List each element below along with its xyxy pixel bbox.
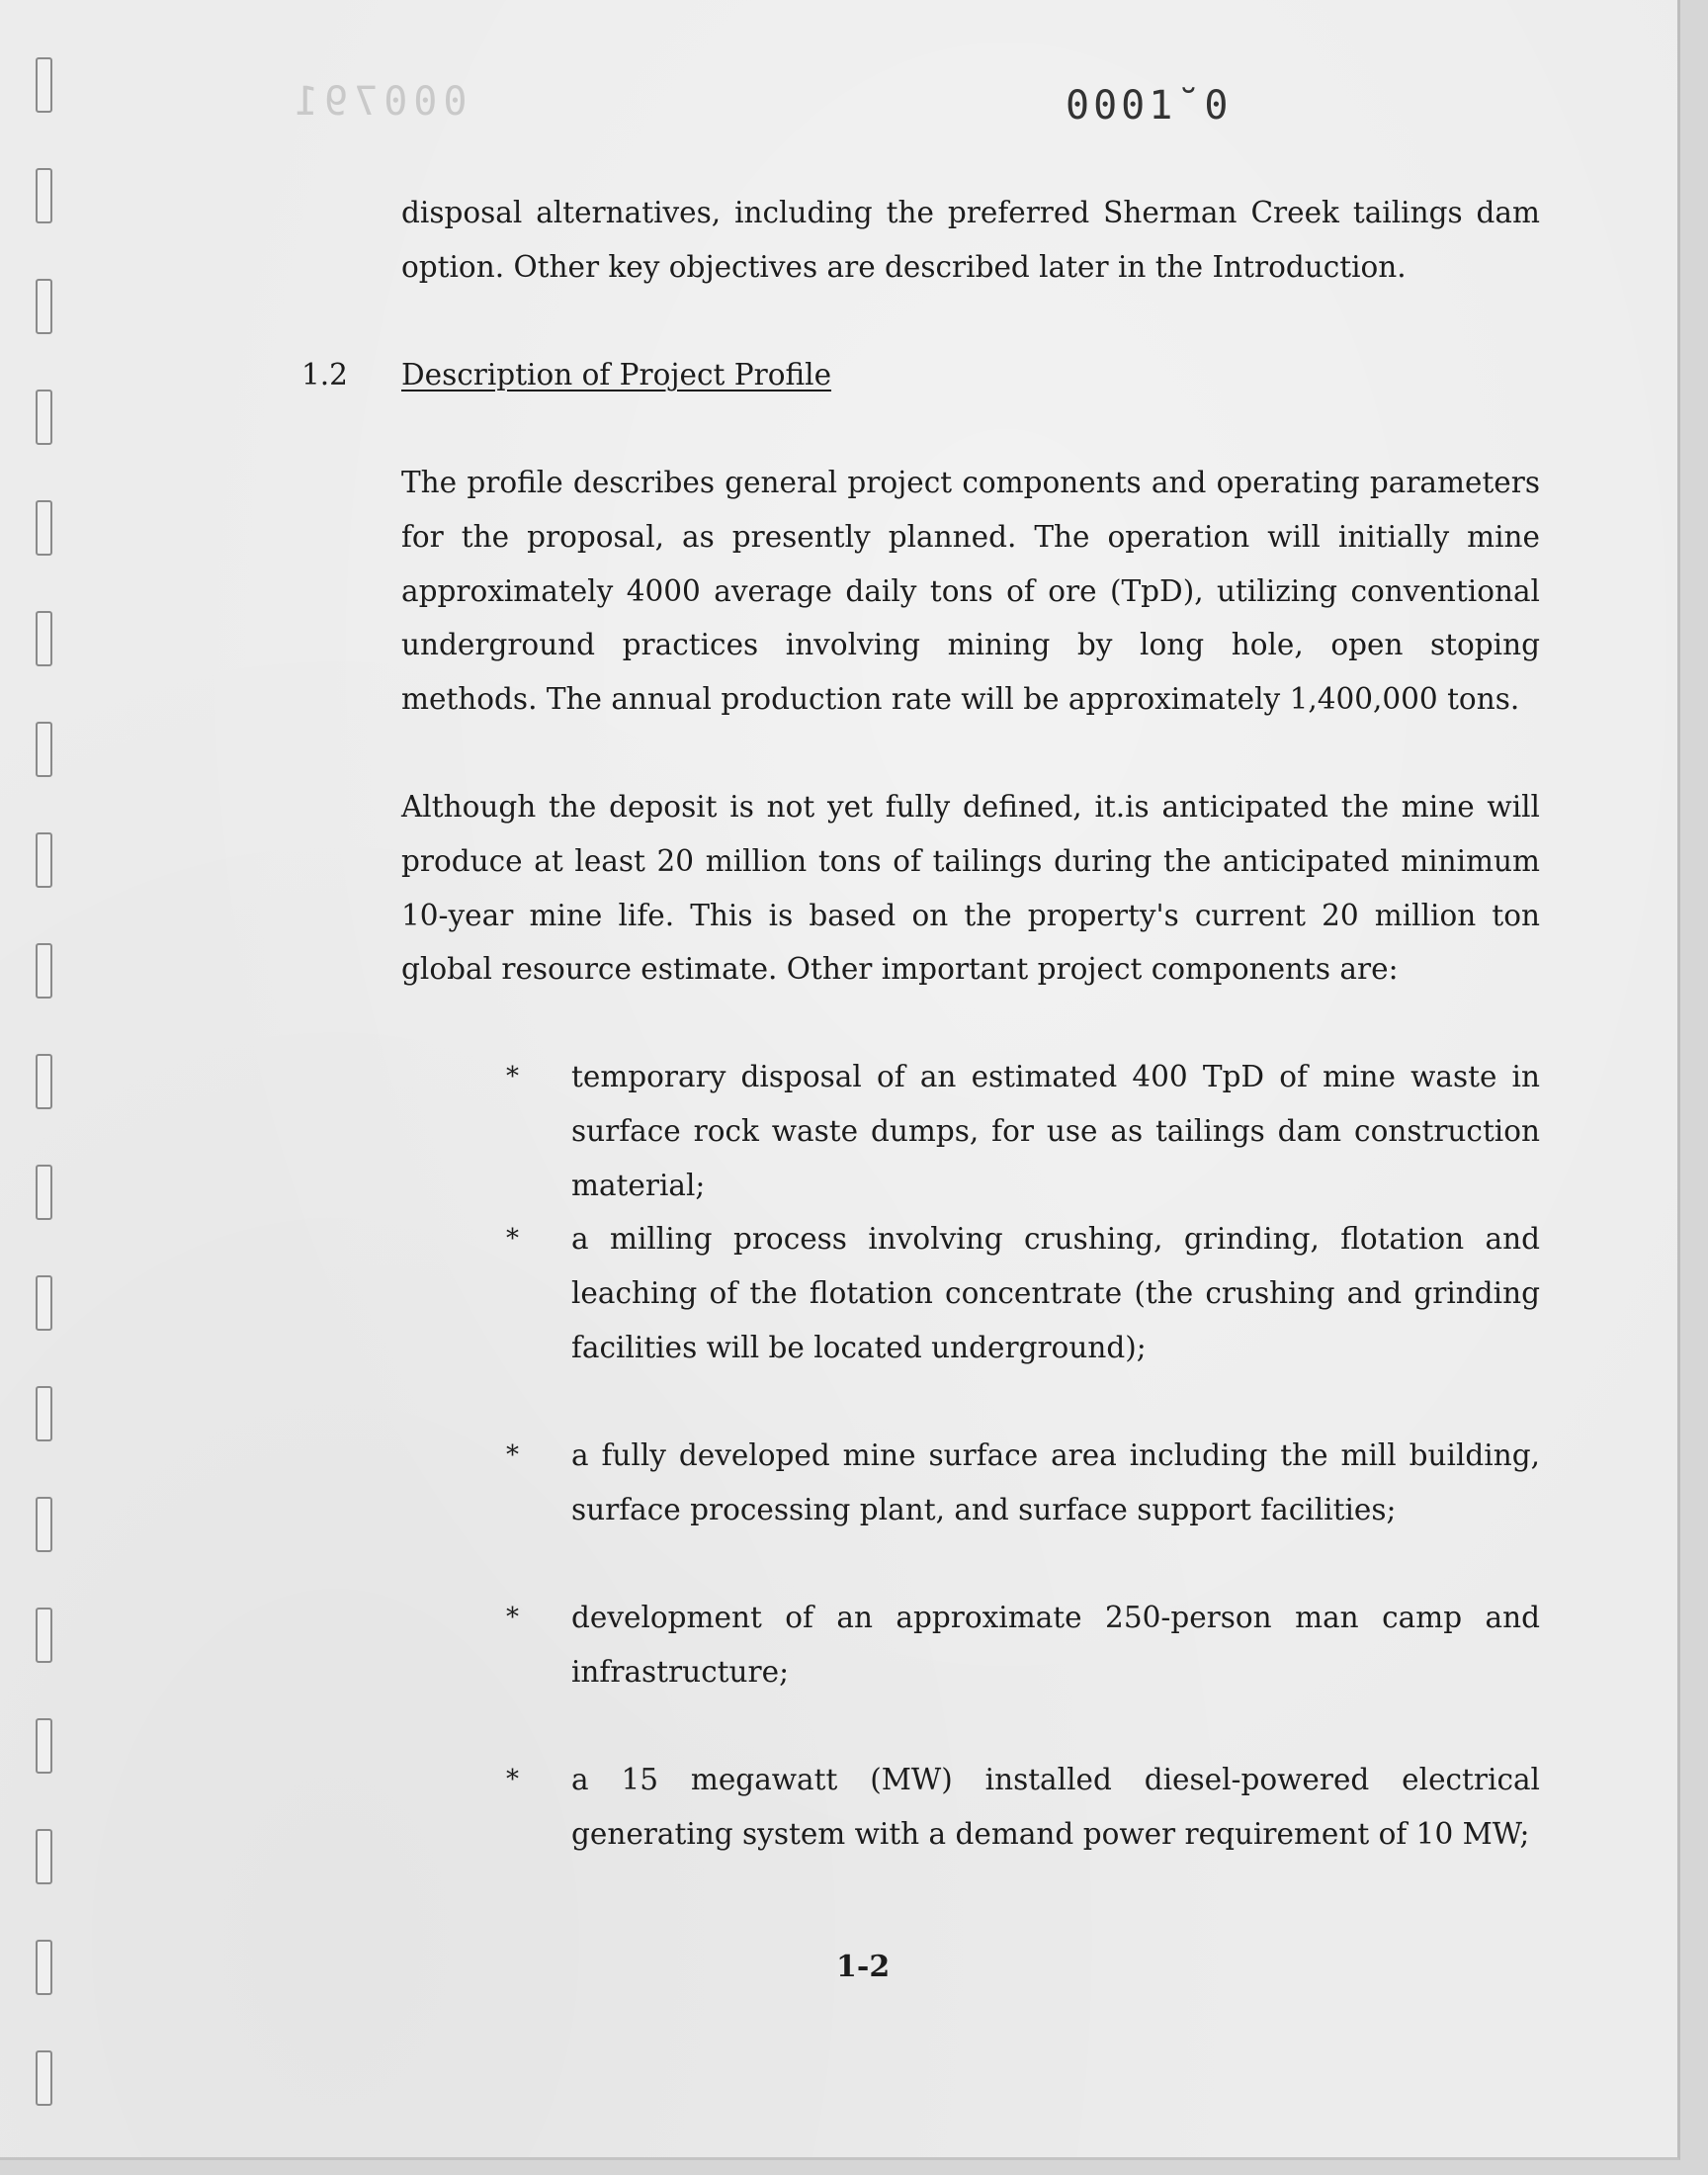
binding-ring bbox=[36, 57, 52, 113]
page-number: 1-2 bbox=[836, 1950, 891, 1984]
binding-rings bbox=[26, 57, 65, 2114]
bullet-asterisk: * bbox=[506, 1603, 519, 1632]
binding-ring bbox=[36, 1386, 52, 1441]
intro-continuation-paragraph: disposal alternatives, including the preferred Sherman Creek tailings dam option. Other key objectives are described later in the Introduction. bbox=[401, 196, 1540, 284]
section-title: Description of Project Profile bbox=[401, 358, 832, 392]
binding-ring bbox=[36, 722, 52, 777]
list-item-text: a 15 megawatt (MW) installed diesel-powered electrical generating system with a demand power requirement of 10 MW; bbox=[571, 1763, 1540, 1851]
bullet-asterisk: * bbox=[506, 1440, 519, 1470]
bullet-asterisk: * bbox=[506, 1765, 519, 1794]
binding-ring bbox=[36, 500, 52, 556]
list-item-text: a fully developed mine surface area including the mill building, surface processing plant, and surface support facilities; bbox=[571, 1438, 1540, 1526]
binding-ring bbox=[36, 1497, 52, 1552]
binding-ring bbox=[36, 832, 52, 888]
document-control-stamp: 0001˘0 bbox=[1066, 83, 1233, 129]
list-item-text: a milling process involving crushing, grinding, flotation and leaching of the flotation concentrate (the crushing and grinding facilities will be located underground); bbox=[571, 1222, 1540, 1364]
body-paragraph: Although the deposit is not yet fully defined, it.is anticipated the mine will produce at least 20 million tons of tailings during the anticipated minimum 10-year mine life. This is based on the property's current 20 million ton global resource estimate. Other important project components are: bbox=[401, 790, 1540, 987]
binding-ring bbox=[36, 943, 52, 999]
binding-ring bbox=[36, 1829, 52, 1884]
binding-ring bbox=[36, 1940, 52, 1995]
binding-ring bbox=[36, 279, 52, 334]
bullet-asterisk: * bbox=[506, 1224, 519, 1254]
binding-ring bbox=[36, 1275, 52, 1331]
binding-ring bbox=[36, 390, 52, 445]
list-item-text: development of an approximate 250-person man camp and infrastructure; bbox=[571, 1601, 1540, 1689]
binding-ring bbox=[36, 2050, 52, 2106]
bleed-through-stamp: 000791 bbox=[289, 79, 468, 125]
binding-ring bbox=[36, 1165, 52, 1220]
binding-ring bbox=[36, 1718, 52, 1774]
list-item-text: temporary disposal of an estimated 400 TpD of mine waste in surface rock waste dumps, for use as tailings dam construction material; bbox=[571, 1060, 1540, 1202]
bullet-asterisk: * bbox=[506, 1062, 519, 1091]
binding-ring bbox=[36, 168, 52, 223]
binding-ring bbox=[36, 611, 52, 666]
body-paragraph: The profile describes general project components and operating parameters for the proposal, as presently planned. The operation will initially mine approximately 4000 average daily tons of ore (TpD), utilizing conventional underground practices involving mining by long hole, open stoping methods. The annual production rate will be approximately 1,400,000 tons. bbox=[401, 466, 1540, 717]
section-number: 1.2 bbox=[301, 358, 348, 392]
binding-ring bbox=[36, 1054, 52, 1109]
binding-ring bbox=[36, 1608, 52, 1663]
